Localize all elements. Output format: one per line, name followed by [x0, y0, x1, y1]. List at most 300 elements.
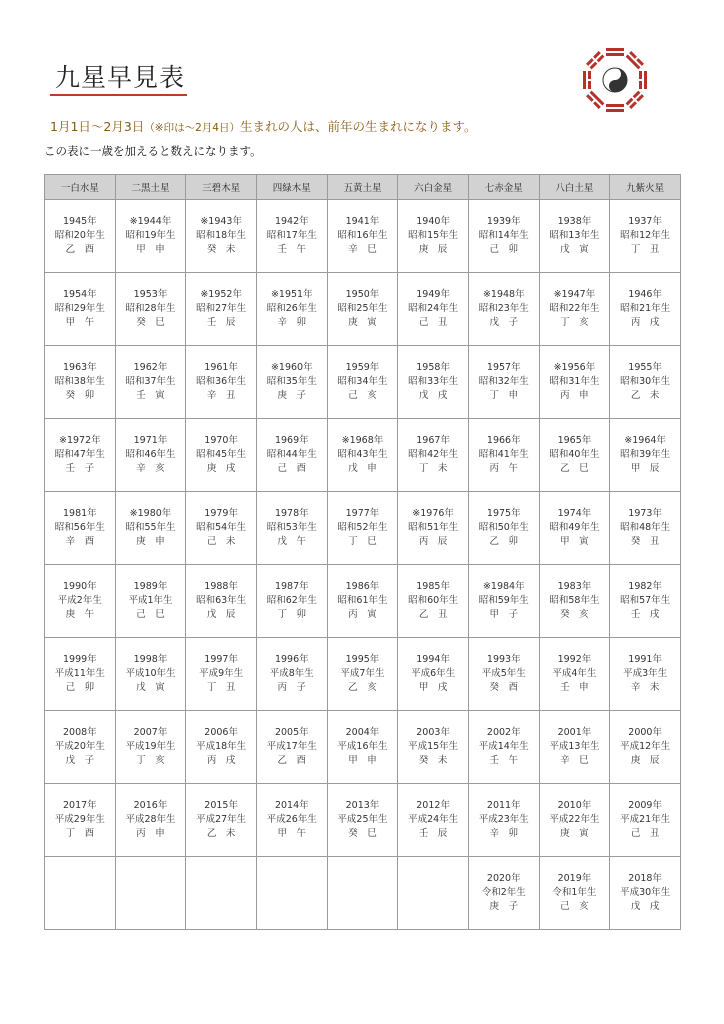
cell-zodiac: 庚 辰 [418, 244, 448, 255]
cell-zodiac: 戊 子 [489, 317, 519, 328]
table-cell [398, 346, 469, 419]
table-cell [610, 857, 681, 930]
table-cell [186, 419, 257, 492]
cell-year: 1983年 [557, 581, 592, 592]
cell-zodiac: 丙 寅 [348, 609, 377, 620]
cell-era-year: 平成6年生 [411, 668, 456, 679]
cell-era-year: 昭和13年生 [549, 230, 600, 241]
cell-zodiac: 庚 戌 [206, 463, 236, 474]
cell-year: 1970年 [204, 435, 238, 446]
cell-year: 2013年 [345, 800, 380, 811]
table-cell [256, 784, 327, 857]
cell-zodiac: 甲 戌 [418, 682, 448, 693]
cell-zodiac: 戊 辰 [206, 609, 236, 620]
table-cell [115, 492, 186, 565]
column-header: 七赤金星 [468, 175, 539, 200]
cell-zodiac: 丁 亥 [136, 755, 165, 766]
cell-zodiac: 辛 酉 [65, 536, 95, 547]
cell-zodiac: 癸 未 [206, 244, 236, 255]
cell-year: 2008年 [62, 727, 97, 738]
table-cell [610, 200, 681, 273]
cell-year: 2009年 [628, 800, 662, 811]
cell-zodiac: 己 亥 [560, 901, 589, 912]
cell-era-year: 昭和39年生 [620, 449, 671, 460]
cell-zodiac: 丙 戌 [630, 317, 660, 328]
cell-year: 1953年 [133, 289, 168, 300]
cell-year: 1963年 [62, 362, 97, 373]
cell-era-year: 平成22年生 [549, 814, 600, 825]
table-cell [468, 565, 539, 638]
age-note: この表に一歳を加えると数えになります。 [44, 144, 262, 158]
cell-era-year: 昭和56年生 [54, 522, 105, 533]
table-cell [115, 638, 186, 711]
cell-year: 2020年 [486, 873, 521, 884]
cell-zodiac: 庚 寅 [348, 317, 377, 328]
cell-zodiac: 丁 卯 [277, 609, 307, 620]
table-cell [398, 857, 469, 930]
cell-era-year: 平成9年生 [199, 668, 244, 679]
cell-era-year: 昭和35年生 [266, 376, 317, 387]
cell-era-year: 昭和21年生 [620, 303, 671, 314]
table-cell [398, 638, 469, 711]
cell-zodiac: 壬 午 [489, 755, 519, 766]
cell-year: ※1976年 [412, 508, 454, 519]
cell-year: ※1951年 [270, 289, 313, 300]
cell-era-year: 平成28年生 [125, 814, 176, 825]
cell-year: 2006年 [204, 727, 238, 738]
cell-era-year: 令和2年生 [481, 887, 526, 898]
table-cell [45, 492, 116, 565]
table-body [45, 200, 681, 930]
cell-zodiac: 甲 午 [65, 317, 95, 328]
cell-era-year: 昭和18年生 [196, 230, 247, 241]
cell-zodiac: 壬 午 [277, 244, 307, 255]
note-date-range: 1月1日〜2月3日 [50, 119, 145, 134]
table-cell [539, 492, 610, 565]
cell-year: 1971年 [133, 435, 168, 446]
cell-era-year: 平成18年生 [196, 741, 247, 752]
cell-era-year: 昭和28年生 [125, 303, 176, 314]
cell-zodiac: 己 丑 [418, 317, 448, 328]
cell-zodiac: 乙 卯 [489, 536, 519, 547]
cell-era-year: 平成19年生 [125, 741, 176, 752]
cell-era-year: 平成4年生 [552, 668, 597, 679]
cell-zodiac: 庚 申 [136, 536, 165, 547]
cell-zodiac: 庚 辰 [630, 755, 660, 766]
cell-era-year: 昭和20年生 [54, 230, 105, 241]
cell-era-year: 昭和50年生 [478, 522, 529, 533]
cell-year: 1988年 [204, 581, 238, 592]
cell-year: 1946年 [628, 289, 662, 300]
cell-zodiac: 戊 戌 [630, 901, 660, 912]
cell-zodiac: 壬 戌 [630, 609, 660, 620]
cell-era-year: 昭和40年生 [549, 449, 600, 460]
cell-zodiac: 辛 丑 [206, 390, 236, 401]
column-header: 二黒土星 [115, 175, 186, 200]
cell-zodiac: 己 卯 [489, 244, 519, 255]
table-cell [539, 784, 610, 857]
table-row [45, 492, 681, 565]
cell-era-year: 平成23年生 [478, 814, 529, 825]
cell-year: 1994年 [416, 654, 450, 665]
cell-year: 2018年 [628, 873, 662, 884]
cell-zodiac: 己 酉 [277, 463, 307, 474]
cell-year: 1959年 [345, 362, 380, 373]
cell-year: 2015年 [204, 800, 238, 811]
cell-zodiac: 己 丑 [630, 828, 660, 839]
title-underline [50, 94, 187, 96]
cell-era-year: 昭和24年生 [408, 303, 459, 314]
cell-zodiac: 乙 酉 [65, 244, 95, 255]
table-cell [610, 346, 681, 419]
table-cell [45, 200, 116, 273]
cell-zodiac: 辛 巳 [560, 755, 589, 766]
table-cell [539, 857, 610, 930]
cell-year: 1966年 [486, 435, 521, 446]
cell-era-year: 昭和45年生 [196, 449, 247, 460]
cell-zodiac: 乙 酉 [277, 755, 307, 766]
table-cell [115, 784, 186, 857]
table-cell [539, 565, 610, 638]
cell-year: 1973年 [628, 508, 662, 519]
cell-year: ※1968年 [341, 435, 384, 446]
cell-year: 1979年 [204, 508, 238, 519]
cell-era-year: 昭和52年生 [337, 522, 388, 533]
cell-year: 1941年 [345, 216, 380, 227]
cell-zodiac: 癸 丑 [630, 536, 660, 547]
cell-year: 1986年 [345, 581, 380, 592]
table-cell [539, 419, 610, 492]
table-cell [468, 492, 539, 565]
table-row [45, 857, 681, 930]
cell-era-year: 昭和48年生 [620, 522, 671, 533]
table-cell [186, 784, 257, 857]
cell-era-year: 昭和63年生 [196, 595, 247, 606]
column-header: 三碧木星 [186, 175, 257, 200]
cell-year: 2017年 [62, 800, 97, 811]
table-cell [398, 492, 469, 565]
cell-era-year: 昭和57年生 [620, 595, 671, 606]
cell-zodiac: 丙 辰 [418, 536, 448, 547]
table-cell [610, 711, 681, 784]
cell-year: 1982年 [628, 581, 662, 592]
cell-year: ※1980年 [129, 508, 172, 519]
bagua-yin-yang-icon [580, 45, 650, 115]
cell-era-year: 令和1年生 [552, 887, 597, 898]
cell-year: ※1960年 [270, 362, 313, 373]
cell-era-year: 昭和41年生 [478, 449, 529, 460]
cell-zodiac: 壬 辰 [206, 317, 236, 328]
cell-era-year: 昭和53年生 [266, 522, 317, 533]
cell-year: 1989年 [133, 581, 168, 592]
table-cell [327, 419, 398, 492]
table-cell [256, 711, 327, 784]
cell-era-year: 昭和54年生 [196, 522, 247, 533]
table-header-row [45, 175, 681, 200]
cell-era-year: 平成12年生 [620, 741, 671, 752]
cell-year: 1954年 [62, 289, 97, 300]
cell-zodiac: 丙 子 [277, 682, 307, 693]
cell-era-year: 平成17年生 [266, 741, 317, 752]
cell-era-year: 昭和16年生 [337, 230, 388, 241]
table-cell [468, 857, 539, 930]
table-row [45, 565, 681, 638]
table-cell [539, 638, 610, 711]
cell-zodiac: 丁 酉 [65, 828, 95, 839]
cell-era-year: 昭和27年生 [196, 303, 247, 314]
cell-year: ※1964年 [624, 435, 666, 446]
cell-zodiac: 丁 未 [418, 463, 448, 474]
table-cell [539, 273, 610, 346]
table-cell [186, 857, 257, 930]
table-cell [45, 784, 116, 857]
column-header: 八白土星 [539, 175, 610, 200]
table-cell [327, 492, 398, 565]
cell-era-year: 昭和46年生 [125, 449, 176, 460]
table-cell [186, 711, 257, 784]
cell-year: 1938年 [557, 216, 592, 227]
table-cell [398, 273, 469, 346]
cell-year: 2016年 [133, 800, 168, 811]
table-cell [327, 638, 398, 711]
cell-era-year: 昭和33年生 [408, 376, 459, 387]
table-cell [45, 711, 116, 784]
table-row [45, 419, 681, 492]
cell-zodiac: 戊 寅 [136, 682, 165, 693]
cell-zodiac: 戊 子 [65, 755, 95, 766]
cell-era-year: 昭和62年生 [266, 595, 317, 606]
cell-zodiac: 丁 申 [489, 390, 519, 401]
cell-year: 2002年 [486, 727, 521, 738]
table-cell [398, 565, 469, 638]
cell-zodiac: 癸 巳 [348, 828, 377, 839]
note-suffix: 生まれの人は、前年の生まれになります。 [239, 119, 477, 134]
cell-era-year: 平成15年生 [408, 741, 459, 752]
cell-year: 2005年 [274, 727, 309, 738]
cell-year: 1981年 [62, 508, 97, 519]
cell-year: 2001年 [557, 727, 592, 738]
cell-zodiac: 庚 子 [277, 390, 307, 401]
column-header: 四緑木星 [256, 175, 327, 200]
table-cell [45, 565, 116, 638]
cell-era-year: 昭和49年生 [549, 522, 600, 533]
table-cell [610, 784, 681, 857]
table-cell [610, 273, 681, 346]
cell-year: 1949年 [416, 289, 450, 300]
table-cell [256, 200, 327, 273]
cell-year: 1939年 [486, 216, 521, 227]
table-cell [468, 419, 539, 492]
cell-year: 1937年 [628, 216, 662, 227]
cell-era-year: 昭和25年生 [337, 303, 388, 314]
cell-era-year: 昭和58年生 [549, 595, 600, 606]
table-cell [398, 711, 469, 784]
cell-zodiac: 丁 亥 [560, 317, 589, 328]
table-cell [610, 638, 681, 711]
cell-era-year: 昭和29年生 [54, 303, 105, 314]
cell-era-year: 昭和43年生 [337, 449, 388, 460]
table-cell [327, 784, 398, 857]
cell-year: 1955年 [628, 362, 662, 373]
cell-zodiac: 丁 丑 [206, 682, 236, 693]
cell-year: 1990年 [62, 581, 97, 592]
cell-era-year: 昭和38年生 [54, 376, 105, 387]
table-cell [45, 638, 116, 711]
cell-zodiac: 癸 未 [418, 755, 448, 766]
table-cell [45, 273, 116, 346]
cell-year: 1942年 [274, 216, 309, 227]
table-cell [327, 565, 398, 638]
cell-era-year: 昭和34年生 [337, 376, 388, 387]
cell-year: 1940年 [416, 216, 450, 227]
cell-zodiac: 戊 戌 [418, 390, 448, 401]
cell-year: 1974年 [557, 508, 592, 519]
cell-year: 1945年 [62, 216, 97, 227]
cell-year: ※1948年 [482, 289, 525, 300]
cell-zodiac: 癸 巳 [136, 317, 165, 328]
cell-year: 1992年 [557, 654, 592, 665]
table-cell [327, 857, 398, 930]
cell-era-year: 平成16年生 [337, 741, 388, 752]
cell-zodiac: 丁 丑 [630, 244, 660, 255]
cell-zodiac: 己 卯 [65, 682, 95, 693]
cell-zodiac: 己 未 [206, 536, 236, 547]
cell-era-year: 平成10年生 [125, 668, 176, 679]
nine-star-table [44, 174, 681, 930]
table-cell [468, 711, 539, 784]
cell-zodiac: 乙 未 [206, 828, 236, 839]
cell-era-year: 平成27年生 [196, 814, 247, 825]
cell-era-year: 昭和32年生 [478, 376, 529, 387]
cell-era-year: 昭和23年生 [478, 303, 529, 314]
table-cell [186, 273, 257, 346]
cell-year: 1991年 [628, 654, 662, 665]
cell-era-year: 昭和37年生 [125, 376, 176, 387]
table-cell [115, 711, 186, 784]
cell-zodiac: 乙 未 [630, 390, 660, 401]
cell-zodiac: 甲 寅 [560, 536, 589, 547]
table-cell [115, 273, 186, 346]
table-cell [610, 419, 681, 492]
cell-year: 1977年 [345, 508, 380, 519]
cell-era-year: 平成13年生 [549, 741, 600, 752]
cell-era-year: 平成29年生 [54, 814, 105, 825]
cell-year: 2004年 [345, 727, 380, 738]
cell-year: 1975年 [486, 508, 521, 519]
cell-zodiac: 壬 寅 [136, 390, 165, 401]
cell-year: 1969年 [274, 435, 309, 446]
table-cell [256, 419, 327, 492]
column-header: 一白水星 [45, 175, 116, 200]
cell-year: 1950年 [345, 289, 380, 300]
cell-era-year: 昭和59年生 [478, 595, 529, 606]
table-row [45, 346, 681, 419]
table-cell [45, 857, 116, 930]
cell-era-year: 平成14年生 [478, 741, 529, 752]
cell-zodiac: 乙 亥 [348, 682, 377, 693]
cell-year: 1978年 [274, 508, 309, 519]
cell-era-year: 昭和51年生 [408, 522, 459, 533]
cell-era-year: 昭和12年生 [620, 230, 671, 241]
cell-era-year: 昭和15年生 [408, 230, 459, 241]
table-cell [256, 492, 327, 565]
cell-year: 2012年 [416, 800, 450, 811]
cell-year: ※1947年 [553, 289, 596, 300]
cell-zodiac: 己 亥 [348, 390, 377, 401]
cell-zodiac: 甲 午 [277, 828, 307, 839]
cell-year: ※1984年 [482, 581, 525, 592]
table-cell [539, 346, 610, 419]
cell-era-year: 平成24年生 [408, 814, 459, 825]
cell-era-year: 昭和26年生 [266, 303, 317, 314]
cell-era-year: 昭和19年生 [125, 230, 176, 241]
cell-zodiac: 甲 申 [348, 755, 377, 766]
page-title: 九星早見表 [55, 63, 186, 92]
cell-zodiac: 丙 申 [136, 828, 165, 839]
cell-zodiac: 乙 丑 [418, 609, 448, 620]
table-cell [327, 711, 398, 784]
cell-year: 2011年 [486, 800, 521, 811]
cell-era-year: 平成8年生 [269, 668, 314, 679]
table-cell [539, 200, 610, 273]
cell-era-year: 昭和36年生 [196, 376, 247, 387]
cell-year: 1998年 [133, 654, 168, 665]
table-row [45, 638, 681, 711]
cell-era-year: 昭和44年生 [266, 449, 317, 460]
table-row [45, 784, 681, 857]
table-cell [115, 857, 186, 930]
cell-zodiac: 丁 巳 [348, 536, 377, 547]
cell-zodiac: 己 巳 [136, 609, 165, 620]
table-cell [115, 565, 186, 638]
table-cell [186, 638, 257, 711]
cell-zodiac: 庚 寅 [560, 828, 589, 839]
table-cell [186, 565, 257, 638]
table-cell [398, 200, 469, 273]
cell-era-year: 昭和61年生 [337, 595, 388, 606]
cell-era-year: 昭和17年生 [266, 230, 317, 241]
cell-era-year: 平成11年生 [54, 668, 105, 679]
note-asterisk-explanation: （※印は〜2月4日） [144, 122, 240, 134]
cell-zodiac: 癸 酉 [489, 682, 519, 693]
cell-zodiac: 甲 申 [136, 244, 165, 255]
cell-year: 1995年 [345, 654, 380, 665]
cell-year: 1996年 [274, 654, 309, 665]
cell-era-year: 昭和42年生 [408, 449, 459, 460]
cell-year: 1997年 [204, 654, 238, 665]
table-cell [186, 492, 257, 565]
table-cell [115, 346, 186, 419]
table-cell [327, 273, 398, 346]
cell-era-year: 昭和14年生 [478, 230, 529, 241]
cell-zodiac: 辛 亥 [136, 463, 165, 474]
table-cell [468, 200, 539, 273]
cell-zodiac: 丙 申 [560, 390, 589, 401]
table-cell [45, 419, 116, 492]
cell-zodiac: 辛 未 [630, 682, 660, 693]
table-cell [610, 565, 681, 638]
column-header: 六白金星 [398, 175, 469, 200]
cell-year: 2000年 [628, 727, 662, 738]
cell-zodiac: 壬 辰 [418, 828, 448, 839]
cell-era-year: 平成25年生 [337, 814, 388, 825]
cell-year: ※1952年 [200, 289, 242, 300]
cell-zodiac: 庚 午 [65, 609, 95, 620]
table-cell [186, 200, 257, 273]
cell-year: ※1956年 [553, 362, 596, 373]
table-cell [610, 492, 681, 565]
cell-year: 1985年 [416, 581, 450, 592]
